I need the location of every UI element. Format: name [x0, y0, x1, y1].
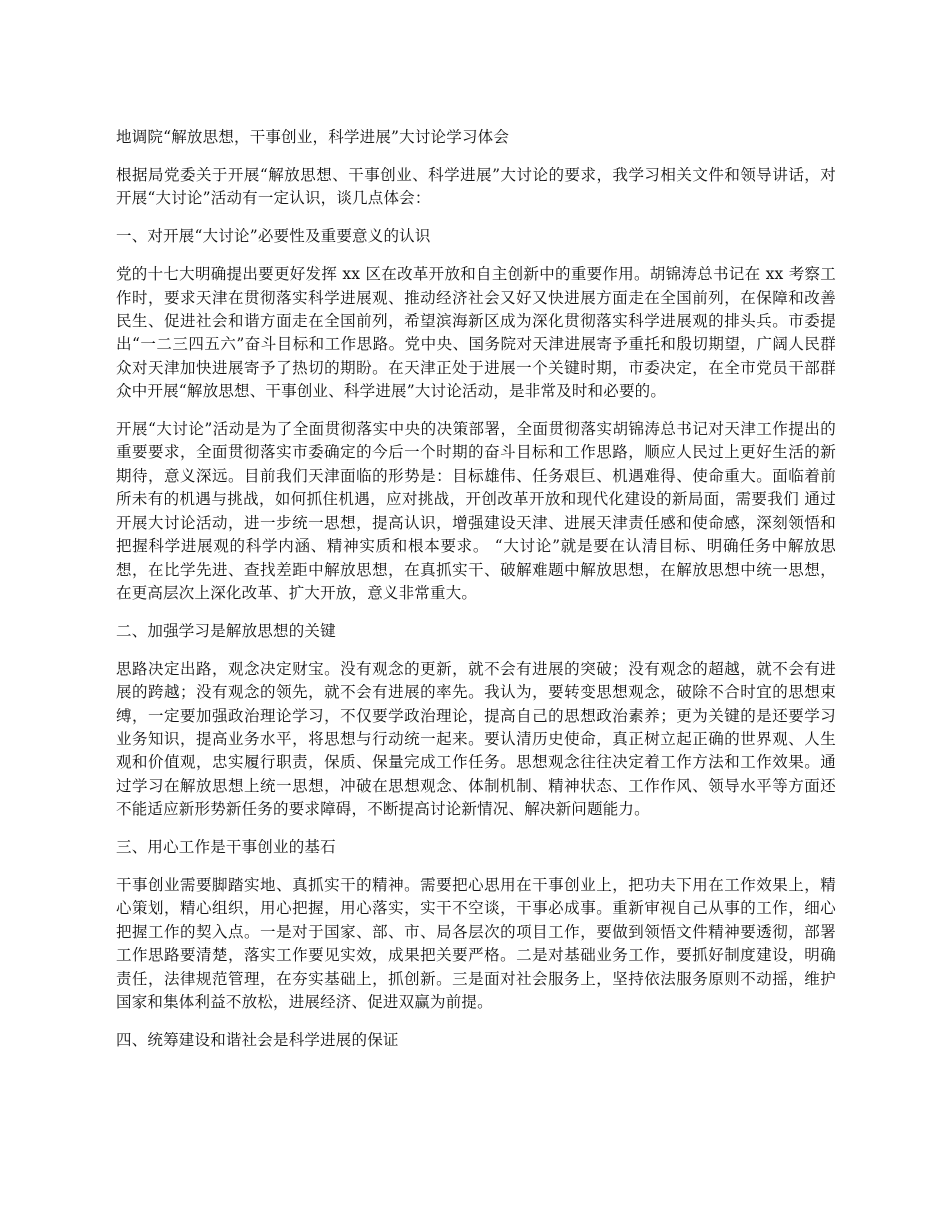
section-3-heading: 三、用心工作是干事创业的基石: [116, 838, 336, 857]
section-1-paragraph-2: 开展“大讨论”活动是为了全面贯彻落实中央的决策部署，全面贯彻落实胡锦涛总书记对天津工作提出的重要要求，全面贯彻落实市委确定的今后一个时期的奋斗目标和工作思路，顺应人民过上更好生活的新期待，意义深远。目前我们天津面临的形势是：目标雄伟、任务艰巨、机遇难得、使命重大。面临着前所未有的机遇与挑战，如何抓住机遇，应对挑战，开创改革开放和现代化建设的新局面，需要我们 通过开展大讨论活动，进一步统一思想，提高认识，增强建设天津、进展天津责任感和使命感，深刻领悟和把握科学进展观的科学内涵、精神实质和根本要求。 “大讨论”就是要在认清目标、明确任务中解放思想，在比学先进、查找差距中解放思想，在真抓实干、破解难题中解放思想，在解放思想中统一思想，在更高层次上深化改革、扩大开放，意义非常重大。: [116, 420, 836, 602]
section-1-heading: 一、对开展“大讨论”必要性及重要意义的认识: [116, 227, 431, 246]
section-1-paragraph-1: 党的十七大明确提出要更好发挥 xx 区在改革开放和自主创新中的重要作用。胡锦涛总书记在 xx 考察工作时，要求天津在贯彻落实科学进展观、推动经济社会又好又快进展方面走在全国前列，在保障和改善民生、促进社会和谐方面走在全国前列，希望滨海新区成为深化贯彻落实科学进展观的排头兵。市委提出“一二三四五六”奋斗目标和工作思路。党中央、国务院对天津进展寄予重托和殷切期望，广阔人民群众对天津加快进展寄予了热切的期盼。在天津正处于进展一个关键时期，市委决定，在全市党员干部群众中开展“解放思想、干事创业、科学进展”大讨论活动，是非常及时和必要的。: [116, 265, 836, 401]
document-body: [116, 126, 836, 1067]
section-2-heading: 二、加强学习是解放思想的关键: [116, 621, 336, 640]
section-2-paragraph-1: 思路决定出路，观念决定财宝。没有观念的更新，就不会有进展的突破；没有观念的超越，就不会有进展的跨越；没有观念的领先，就不会有进展的率先。我认为，要转变思想观念，破除不合时宜的思想束缚，一定要加强政治理论学习，不仅要学政治理论，提高自己的思想政治素养；更为关键的是还要学习业务知识，提高业务水平，将思想与行动统一起来。要认清历史使命，真正树立起正确的世界观、人生观和价值观，忠实履行职责，保质、保量完成工作任务。思想观念往往决定着工作方法和工作效果。通过学习在解放思想上统一思想，冲破在思想观念、体制机制、精神状态、工作作风、领导水平等方面还不能适应新形势新任务的要求障碍，不断提高讨论新情况、解决新问题能力。: [116, 659, 836, 819]
section-4-heading: 四、统筹建设和谐社会是科学进展的保证: [116, 1030, 399, 1049]
intro-paragraph: 根据局党委关于开展“解放思想、干事创业、科学进展”大讨论的要求，我学习相关文件和领导讲话，对开展“大讨论”活动有一定认识，谈几点体会：: [116, 165, 836, 208]
section-3-paragraph-1: 干事创业需要脚踏实地、真抓实干的精神。需要把心思用在干事创业上，把功夫下用在工作效果上，精心策划，精心组织，用心把握，用心落实，实干不空谈，干事必成事。重新审视自己从事的工作，细心把握工作的契入点。一是对于国家、部、市、局各层次的项目工作，要做到领悟文件精神要透彻，部署工作思路要清楚，落实工作要见实效，成果把关要严格。二是对基础业务工作，要抓好制度建设，明确责任，法律规范管理，在夯实基础上，抓创新。三是面对社会服务上，坚持依法服务原则不动摇，维护国家和集体利益不放松，进展经济、促进双赢为前提。: [116, 875, 836, 1011]
document-title: 地调院“解放思想，干事创业，科学进展”大讨论学习体会: [116, 128, 510, 146]
